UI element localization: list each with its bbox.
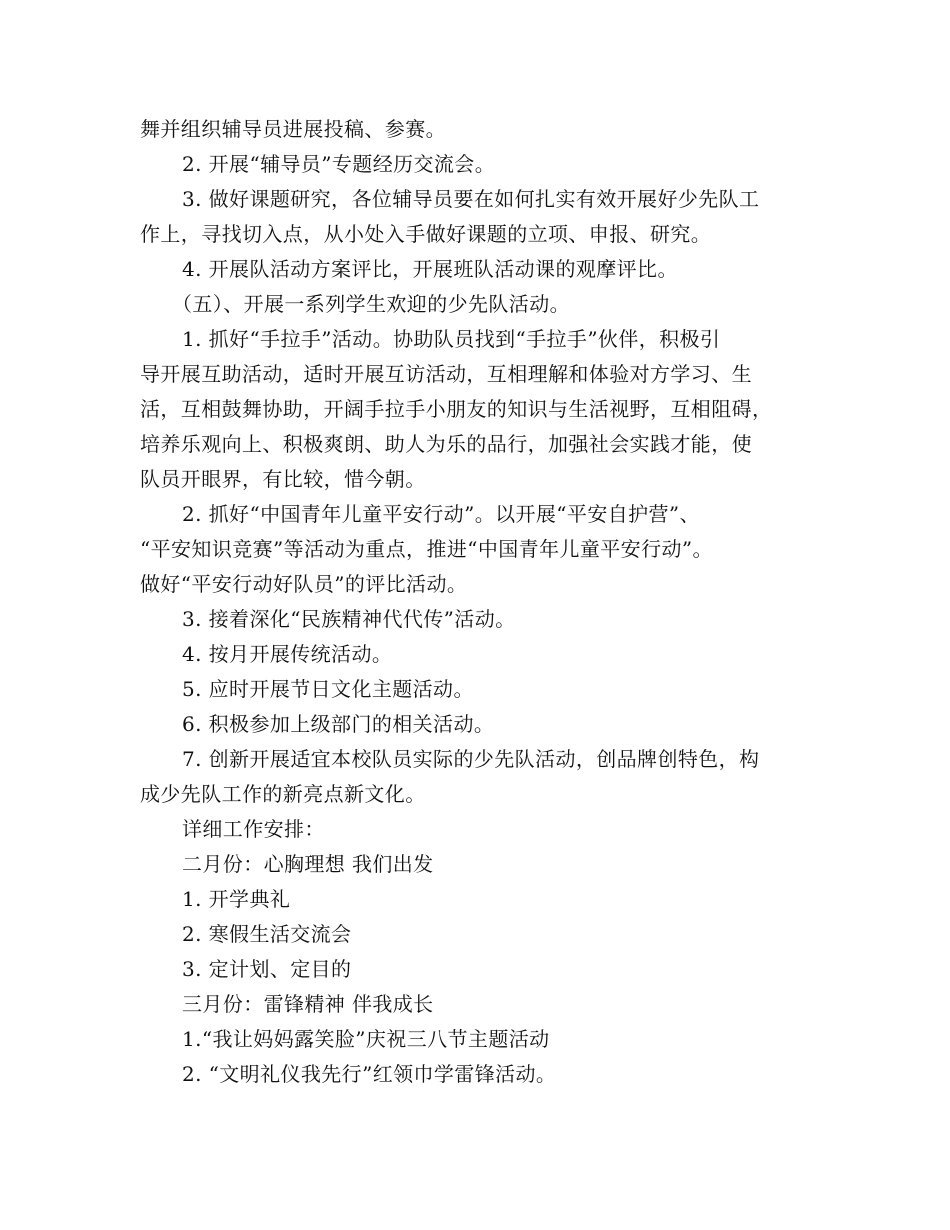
text-line: 舞并组织辅导员进展投稿、参赛。 [140,117,446,141]
text-line: 4. 按月开展传统活动。 [182,642,393,666]
text-line: 成少先队工作的新亮点新文化。 [140,782,426,806]
month-heading: 二月份：心胸理想 我们出发 [182,852,434,876]
text-line: 1. 抓好“手拉手”活动。协助队员找到“手拉手”伙伴，积极引 [182,327,721,351]
text-line: 队员开眼界，有比较，惜今朝。 [140,467,426,491]
list-item: 2. 寒假生活交流会 [182,922,352,946]
list-item: 3. 定计划、定目的 [182,957,352,981]
section-heading: （五）、开展一系列学生欢迎的少先队活动。 [172,292,570,316]
list-item: 2. “文明礼仪我先行”红领巾学雷锋活动。 [182,1062,557,1086]
text-line: 4. 开展队活动方案评比，开展班队活动课的观摩评比。 [182,257,678,281]
text-line: 7. 创新开展适宜本校队员实际的少先队活动，创品牌创特色，构 [182,747,760,771]
text-line: 3. 做好课题研究，各位辅导员要在如何扎实有效开展好少先队工 [182,187,760,211]
text-line: 导开展互助活动，适时开展互访活动，互相理解和体验对方学习、生 [140,362,752,386]
month-heading: 三月份：雷锋精神 伴我成长 [182,992,434,1016]
text-line: 做好“平安行动好队员”的评比活动。 [140,572,468,596]
list-item: 1.“我让妈妈露笑脸”庆祝三八节主题活动 [182,1027,550,1051]
text-line: 培养乐观向上、积极爽朗、助人为乐的品行，加强社会实践才能，使 [140,432,752,456]
schedule-heading: 详细工作安排： [182,817,325,841]
text-line: 2. 开展“辅导员”专题经历交流会。 [182,152,496,176]
text-line: 2. 抓好“中国青年儿童平安行动”。以开展“平安自护营”、 [182,502,700,526]
document-body [140,112,830,1092]
text-line: 3. 接着深化“民族精神代代传”活动。 [182,607,516,631]
text-line: 作上，寻找切入点，从小处入手做好课题的立项、申报、研究。 [140,222,712,246]
text-line: 5. 应时开展节日文化主题活动。 [182,677,474,701]
text-line: 6. 积极参加上级部门的相关活动。 [182,712,495,736]
text-line: 活，互相鼓舞协助，开阔手拉手小朋友的知识与生活视野，互相阻碍， [140,397,773,421]
text-line: “平安知识竞赛”等活动为重点，推进“中国青年儿童平安行动”。 [140,537,713,561]
list-item: 1. 开学典礼 [182,887,291,911]
